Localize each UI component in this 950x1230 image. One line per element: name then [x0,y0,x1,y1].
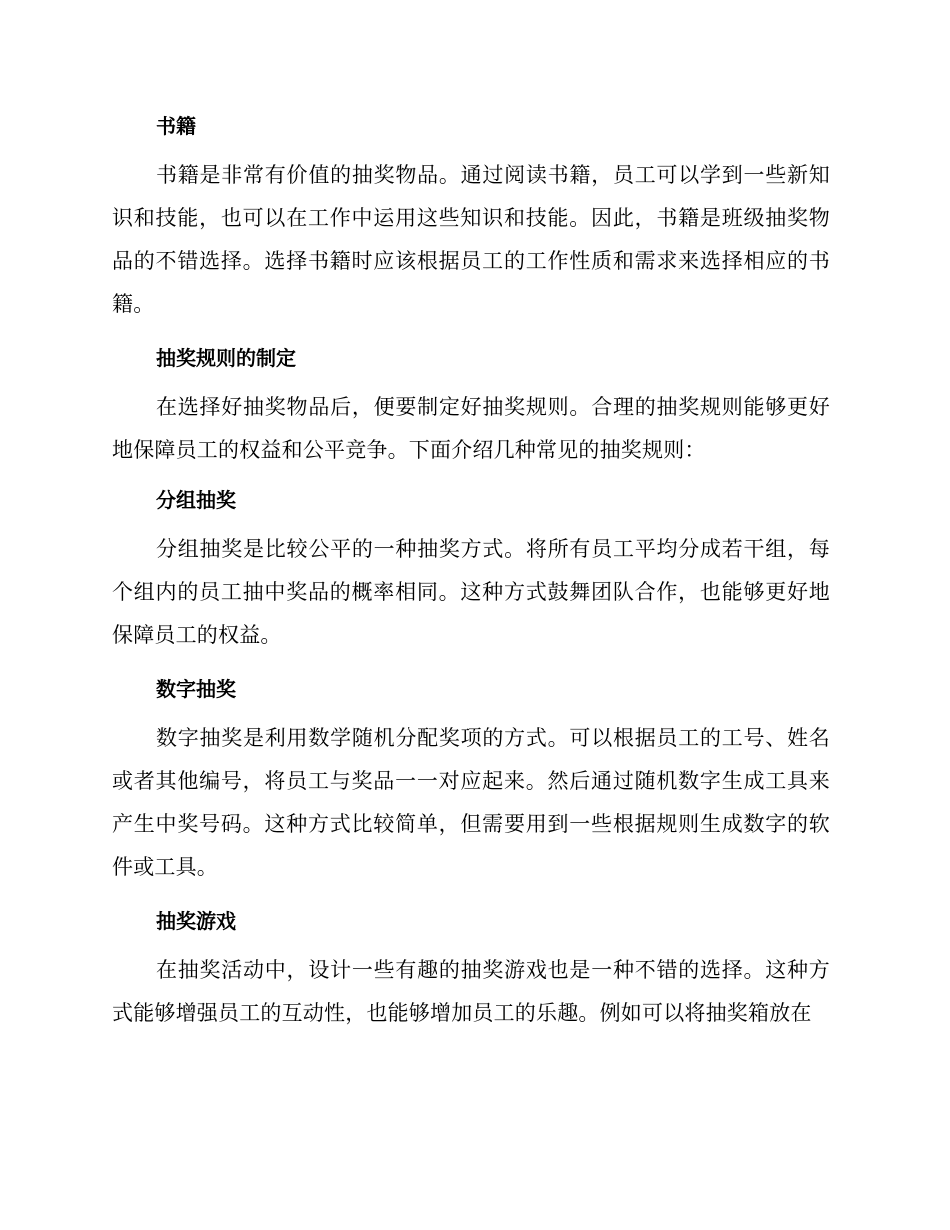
section-paragraph-lottery-games: 在抽奖活动中，设计一些有趣的抽奖游戏也是一种不错的选择。这种方式能够增强员工的互动性，也能够增加员工的乐趣。例如可以将抽奖箱放在 [112,958,830,1025]
section-paragraph-lottery-rules: 在选择好抽奖物品后，便要制定好抽奖规则。合理的抽奖规则能够更好地保障员工的权益和公平竞争。下面介绍几种常见的抽奖规则： [112,395,830,462]
section-heading-group-lottery: 分组抽奖 [156,488,236,512]
section-paragraph-number-lottery: 数字抽奖是利用数学随机分配奖项的方式。可以根据员工的工号、姓名或者其他编号，将员工与奖品一一对应起来。然后通过随机数字生成工具来产生中奖号码。这种方式比较简单，但需要用到一些根据规则生成数字的软件或工具。 [112,726,830,879]
section-heading-lottery-games: 抽奖游戏 [156,909,236,933]
section-paragraph-group-lottery: 分组抽奖是比较公平的一种抽奖方式。将所有员工平均分成若干组，每个组内的员工抽中奖品的概率相同。这种方式鼓舞团队合作，也能够更好地保障员工的权益。 [112,537,830,647]
section-heading-lottery-rules: 抽奖规则的制定 [156,346,296,370]
section-heading-number-lottery: 数字抽奖 [156,677,236,701]
section-heading-books: 书籍 [156,114,196,138]
section-paragraph-books: 书籍是非常有价值的抽奖物品。通过阅读书籍，员工可以学到一些新知识和技能，也可以在工作中运用这些知识和技能。因此，书籍是班级抽奖物品的不错选择。选择书籍时应该根据员工的工作性质和需求来选择相应的书籍。 [112,163,830,316]
document-page [112,104,830,1035]
